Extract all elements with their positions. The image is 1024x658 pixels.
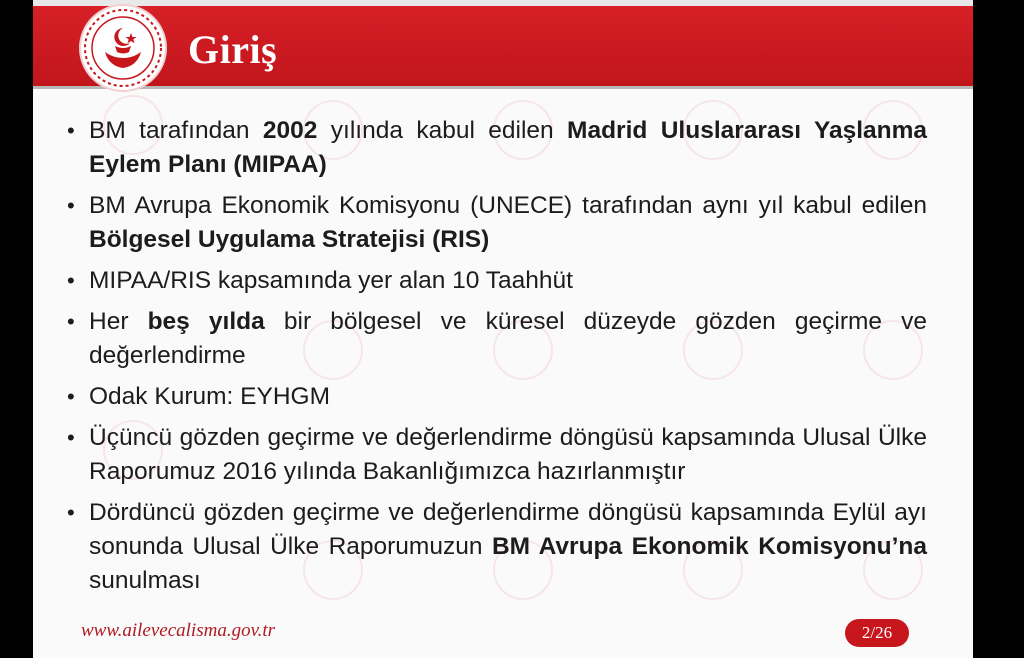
bullet-item: [67, 305, 927, 373]
bullet-text: MIPAA/RIS kapsamında yer alan 10 Taahhüt: [89, 267, 573, 294]
bullet-text: BM tarafından 2002 yılında kabul edilen Madrid Uluslararası Yaşlanma Eylem Planı (MIPAA): [89, 117, 927, 178]
bullet-dot: •: [67, 384, 75, 409]
bullet-item: [67, 496, 927, 598]
bullet-dot: •: [67, 425, 75, 450]
bullet-dot: •: [67, 193, 75, 218]
bullet-text: Dördüncü gözden geçirme ve değerlendirme döngüsü kapsamında Eylül ayı sonunda Ulusal Ülke Raporumuzun BM Avrupa Ekonomik Komisyonu’na sunulması: [89, 499, 927, 594]
bullet-item: [67, 189, 927, 257]
bullet-list: [67, 114, 927, 605]
header-divider: [33, 86, 973, 89]
bullet-text: Her beş yılda bir bölgesel ve küresel düzeyde gözden geçirme ve değerlendirme: [89, 308, 928, 369]
bullet-dot: •: [67, 309, 75, 334]
bullet-dot: •: [67, 500, 75, 525]
bullet-item: [67, 380, 927, 414]
bullet-text: Üçüncü gözden geçirme ve değerlendirme döngüsü kapsamında Ulusal Ülke Raporumuz 2016 yılında Bakanlığımızca hazırlanmıştır: [89, 424, 927, 485]
bullet-dot: •: [67, 268, 75, 293]
ministry-emblem-icon: [79, 4, 167, 92]
slide-title: Giriş: [188, 27, 278, 72]
bullet-text: Odak Kurum: EYHGM: [89, 383, 330, 410]
bullet-text: BM Avrupa Ekonomik Komisyonu (UNECE) tarafından aynı yıl kabul edilen Bölgesel Uygulama Stratejisi (RIS): [89, 192, 927, 253]
slide-header: [33, 6, 973, 86]
footer-website-link[interactable]: www.ailevecalisma.gov.tr: [81, 620, 276, 641]
page-number-badge: 2/26: [845, 619, 909, 647]
presentation-slide: [33, 0, 973, 658]
bullet-item: [67, 421, 927, 489]
bullet-dot: •: [67, 118, 75, 143]
bullet-item: [67, 264, 927, 298]
bullet-item: [67, 114, 927, 182]
